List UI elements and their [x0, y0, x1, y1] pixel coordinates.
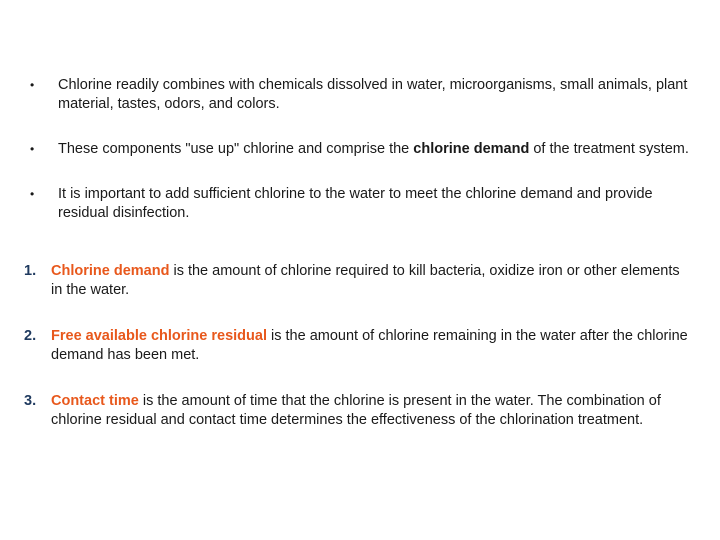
bullet-marker: •	[30, 187, 35, 201]
definition-term: Chlorine demand	[51, 263, 170, 279]
definition-text: is the amount of chlorine required to kill bacteria, oxidize iron or other elements in the water.	[51, 263, 680, 298]
bullet-text-after: of the treatment system.	[529, 141, 689, 157]
definition-item-1	[24, 262, 694, 300]
definition-text: is the amount of chlorine remaining in the water after the chlorine demand has been met.	[51, 328, 688, 363]
definition-text: is the amount of time that the chlorine is present in the water. The combination of chlorine residual and contact time determines the effectiveness of the chlorination treatment.	[51, 393, 661, 428]
bullet-item-1	[30, 76, 690, 114]
definition-item-3	[24, 392, 694, 430]
bullet-item-3	[30, 185, 690, 223]
bullet-bold-term: chlorine demand	[413, 141, 530, 157]
definition-item-2	[24, 327, 694, 365]
definition-number: 3.	[24, 393, 37, 409]
bullet-text: It is important to add sufficient chlorine to the water to meet the chlorine demand and provide residual disinfection.	[58, 186, 653, 221]
definition-number: 2.	[24, 328, 37, 344]
bullet-list	[30, 76, 690, 249]
definition-number: 1.	[24, 263, 37, 279]
definition-term: Contact time	[51, 393, 139, 409]
bullet-marker: •	[30, 142, 35, 156]
definition-term: Free available chlorine residual	[51, 328, 267, 344]
definition-list	[24, 262, 694, 457]
bullet-marker: •	[30, 78, 35, 92]
bullet-text-before: These components "use up" chlorine and comprise the	[58, 141, 414, 157]
bullet-item-2	[30, 140, 690, 159]
bullet-text: Chlorine readily combines with chemicals dissolved in water, microorganisms, small animals, plant material, tastes, odors, and colors.	[58, 77, 688, 112]
